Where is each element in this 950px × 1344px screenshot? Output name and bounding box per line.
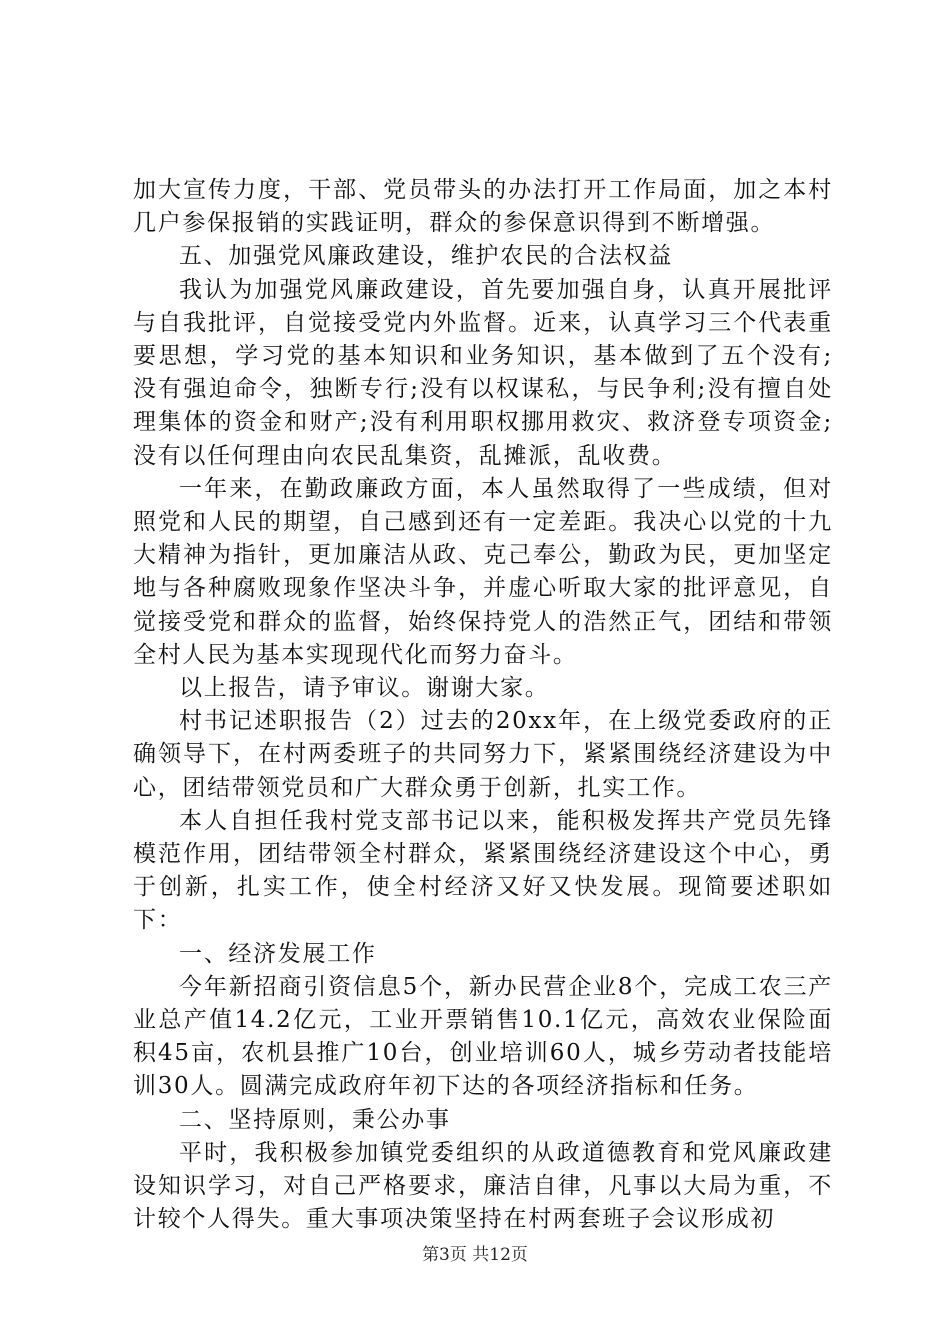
paragraph-closing: 以上报告，请予审议。谢谢大家。 bbox=[179, 675, 550, 702]
paragraph-self-supervision: 我认为加强党风廉政建设，首先要加强自身，认真开展批评与自我批评，自觉接受党内外监督。近来，认真学习三个代表重要思想，学习党的基本知识和业务知识，基本做到了五个没有;没有强迫命令，独断专行;没有以权谋私，与民争利;没有擅自处理集体的资金和财产;没有利用职权挪用救灾、救济登专项资金;没有以任何理由向农民乱集资，乱摊派，乱收费。 bbox=[133, 276, 833, 469]
paragraph-tenure: 本人自担任我村党支部书记以来，能积极发挥共产党员先锋模范作用，团结带领全村群众，紧紧围绕经济建设这个中心，勇于创新，扎实工作，使全村经济又好又快发展。现简要述职如下： bbox=[133, 807, 833, 934]
paragraph-year-review: 一年来，在勤政廉政方面，本人虽然取得了一些成绩，但对照党和人民的期望，自己感到还有一定差距。我决心以党的十九大精神为指针，更加廉洁从政、克己奉公，勤政为民，更加坚定地与各种腐败现象作坚决斗争，并虚心听取大家的批评意见，自觉接受党和群众的监督，始终保持党人的浩然正气，团结和带领全村人民为基本实现现代化而努力奋斗。 bbox=[133, 475, 833, 668]
paragraph-economy-figures: 今年新招商引资信息5个，新办民营企业8个，完成工农三产业总产值14.2亿元，工业开票销售10.1亿元，高效农业保险面积45亩，农机县推广10台，创业培训60人，城乡劳动者技能培训30人。圆满完成政府年初下达的各项经济指标和任务。 bbox=[133, 973, 833, 1100]
paragraph-continuation: 加大宣传力度，干部、党员带头的办法打开工作局面，加之本村几户参保报销的实践证明，群众的参保意识得到不断增强。 bbox=[133, 177, 833, 237]
section-heading-principles: 二、坚持原则，秉公办事 bbox=[179, 1106, 451, 1133]
paragraph-report-2-intro: 村书记述职报告（2）过去的20xx年，在上级党委政府的正确领导下，在村两委班子的共同努力下，紧紧围绕经济建设为中心，团结带领党员和广大群众勇于创新，扎实工作。 bbox=[133, 708, 833, 801]
document-body bbox=[133, 174, 833, 1237]
section-heading-party-conduct: 五、加强党风廉政建设，维护农民的合法权益 bbox=[179, 243, 673, 270]
section-heading-economy: 一、经济发展工作 bbox=[179, 940, 377, 967]
page-footer: 第3页 共12页 bbox=[422, 1245, 528, 1265]
paragraph-principles: 平时，我积极参加镇党委组织的从政道德教育和党风廉政建设知识学习，对自己严格要求，廉洁自律，凡事以大局为重，不计较个人得失。重大事项决策坚持在村两套班子会议形成初 bbox=[133, 1139, 833, 1233]
